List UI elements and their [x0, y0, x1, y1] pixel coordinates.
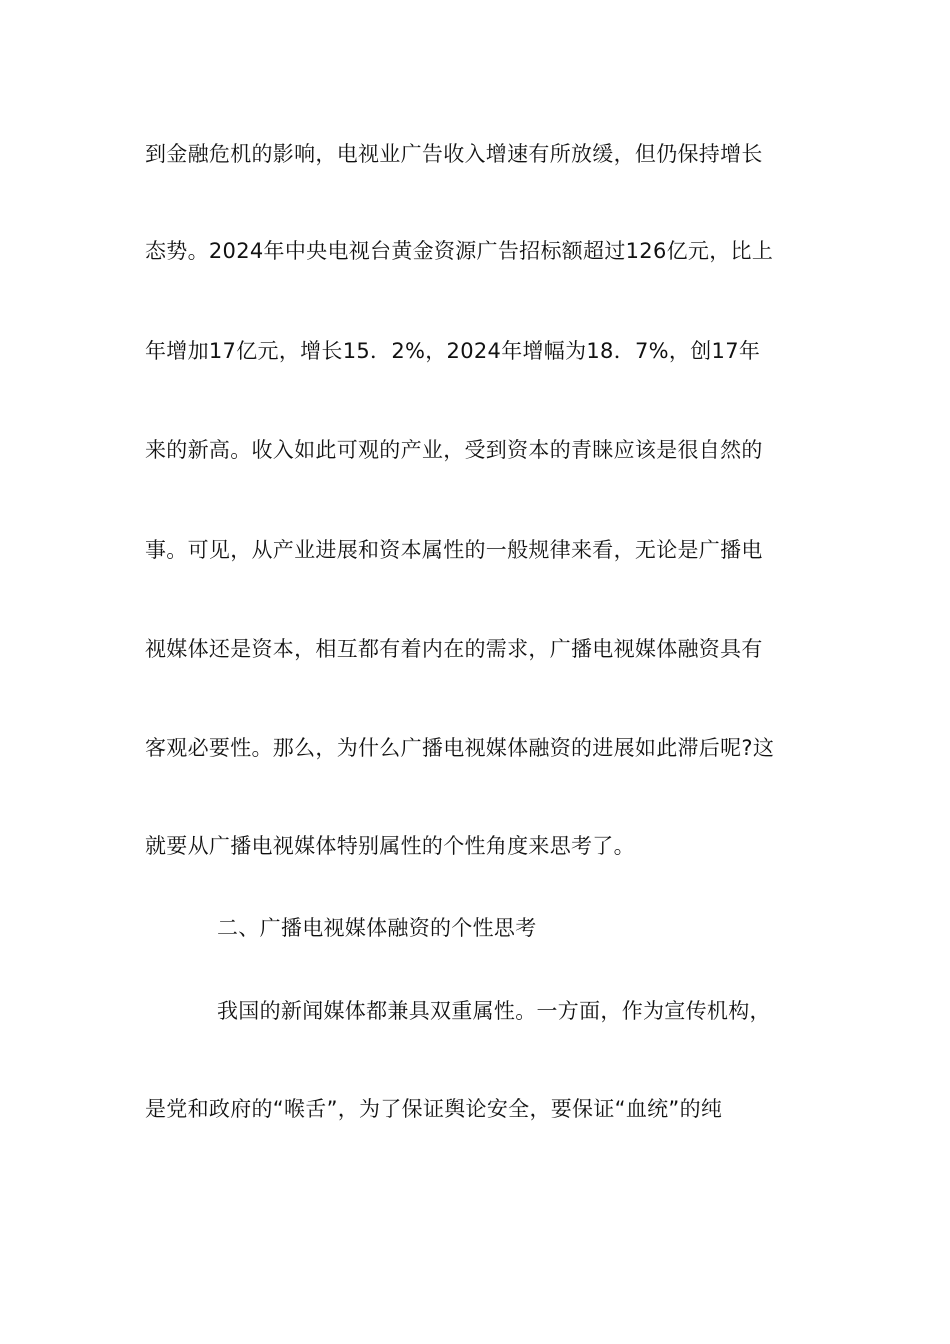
body-text-line: 视媒体还是资本，相互都有着内在的需求，广播电视媒体融资具有: [145, 637, 763, 661]
body-text-line: 来的新高。收入如此可观的产业，受到资本的青睐应该是很自然的: [145, 438, 763, 462]
body-text-line: 就要从广播电视媒体特别属性的个性角度来思考了。: [145, 834, 635, 858]
section-heading: 二、广播电视媒体融资的个性思考: [217, 916, 537, 940]
body-text-line: 是党和政府的“喉舌”，为了保证舆论安全，要保证“血统”的纯: [145, 1097, 723, 1121]
body-text-line: 事。可见，从产业进展和资本属性的一般规律来看，无论是广播电: [145, 538, 763, 562]
body-text-line: 我国的新闻媒体都兼具双重属性。一方面，作为宣传机构，: [217, 999, 771, 1023]
body-text-line: 客观必要性。那么，为什么广播电视媒体融资的进展如此滞后呢?这: [145, 736, 775, 760]
body-text-line: 到金融危机的影响，电视业广告收入增速有所放缓，但仍保持增长: [145, 142, 763, 166]
body-text-line: 态势。2024年中央电视台黄金资源广告招标额超过126亿元，比上: [145, 239, 774, 263]
body-text-line: 年增加17亿元，增长15．2%，2024年增幅为18．7%，创17年: [145, 339, 761, 363]
